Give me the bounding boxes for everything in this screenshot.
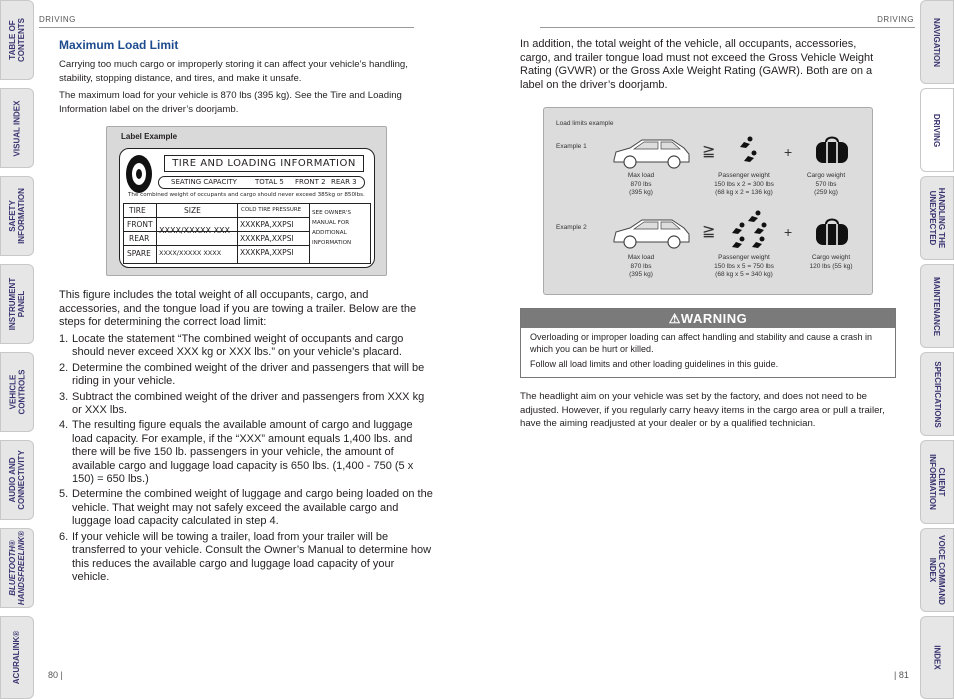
luggage-icon: [815, 218, 849, 246]
tab-client-information[interactable]: CLIENT INFORMATION: [920, 440, 954, 524]
tab-visual-index[interactable]: VISUAL INDEX: [0, 88, 34, 168]
tab-navigation[interactable]: NAVIGATION: [920, 0, 954, 84]
passenger-group-icon: [728, 210, 772, 250]
tab-voice-command-index[interactable]: VOICE COMMAND INDEX: [920, 528, 954, 612]
header-pressure: COLD TIRE PRESSURE: [241, 207, 302, 213]
tab-safety-information[interactable]: SAFETY INFORMATION: [0, 176, 34, 256]
size-spare: XXXX/XXXXX XXXX: [159, 249, 222, 257]
seating-total: TOTAL 5: [255, 178, 284, 186]
tab-index[interactable]: INDEX: [920, 616, 954, 699]
tab-acuralink[interactable]: ACURALINK®: [0, 616, 34, 699]
header-rule-right: [540, 27, 915, 28]
row-front: FRONT: [127, 220, 153, 229]
col-divider-1: [156, 204, 157, 263]
example-1-passenger-weight: Passenger weight 150 lbs x 2 = 300 lbs (68 kg x 2 = 136 kg): [714, 172, 774, 196]
page-number-right: | 81: [894, 670, 909, 680]
list-item: 5. Determine the combined weight of luggage and cargo being loaded on the vehicle. That weight may not safely exceed the available cargo and luggage load capacity calculated in step 4.: [59, 488, 433, 528]
tab-specifications[interactable]: SPECIFICATIONS: [920, 352, 954, 436]
list-item: 1. Locate the statement “The combined weight of occupants and cargo should never exceed XXX kg or XXX lbs.” on your vehicle’s placard.: [59, 333, 404, 359]
tab-bluetooth-handsfreelink[interactable]: BLUETOOTH® HANDSFREELINK®: [0, 528, 34, 608]
seating-row: [158, 176, 365, 189]
tab-table-of-contents[interactable]: TABLE OF CONTENTS: [0, 0, 34, 80]
running-head-left: DRIVING: [39, 15, 76, 24]
placard-title: TIRE AND LOADING INFORMATION: [164, 155, 364, 172]
row-rear: REAR: [129, 234, 150, 243]
label-example-caption: Label Example: [121, 132, 178, 141]
tab-instrument-panel[interactable]: INSTRUMENT PANEL: [0, 264, 34, 344]
combined-weight-statement: The combined weight of occupants and cargo should never exceed 385kg or 850lbs.: [128, 192, 365, 198]
pressure-spare: XXXKPA,XXPSI: [240, 248, 294, 257]
warning-title: WARNING: [680, 311, 748, 326]
plus-symbol-2: +: [784, 224, 793, 240]
car-icon: [610, 216, 692, 252]
seating-capacity-label: SEATING CAPACITY: [171, 178, 237, 186]
list-item: 2. Determine the combined weight of the driver and passengers that will be riding in your vehicle.: [59, 361, 425, 388]
example-2-max-load: Max load 870 lbs (395 kg): [627, 254, 655, 278]
warning-box: [520, 308, 896, 378]
row-divider-3: [124, 245, 309, 246]
list-item: 6. If your vehicle will be towing a trailer, load from your trailer will be transferred to your vehicle. Consult the Owner’s Manual to determine how this reduces the available cargo and luggage load capacity of your vehicle.: [59, 530, 432, 583]
luggage-icon: [815, 136, 849, 164]
warning-text-2: Follow all load limits and other loading guidelines in this guide.: [530, 359, 779, 369]
label-example-figure: [106, 126, 387, 276]
size-main: XXXX/XXXXX XXX: [159, 226, 231, 235]
pressure-front: XXXKPA,XXPSI: [240, 220, 294, 229]
tab-handling-unexpected[interactable]: HANDLING THE UNEXPECTED: [920, 176, 954, 260]
left-page-content: [59, 38, 434, 120]
col-divider-3: [309, 204, 310, 263]
tab-audio-connectivity[interactable]: AUDIO AND CONNECTIVITY: [0, 440, 34, 520]
list-item: 4. The resulting figure equals the available amount of cargo and luggage load capacity. For example, if the “XXX” amount equals 1,400 lbs. and there will be five 150 lb. passengers in your vehicle, the amount of available cargo and luggage load capacity is 650 lbs. (1,400 - 750 (5 x 150) = 650 lbs.): [59, 419, 414, 486]
gvwr-paragraph: In addition, the total weight of the vehicle, all occupants, accessories, cargo, and trailer tongue load must not exceed the Gross Vehicle Weight Rating (GVWR) or the Gross Axle Weight Rating (GAWR). Both are on a label on the driver’s doorjamb.: [520, 38, 874, 91]
passenger-icon: [736, 136, 760, 166]
intro-paragraph: Carrying too much cargo or improperly storing it can affect your vehicle’s handling, stability, stopping distance, and tires, and make it unsafe.: [59, 59, 408, 84]
warning-header: [521, 309, 895, 328]
row-spare: SPARE: [127, 249, 151, 258]
max-load-paragraph: The maximum load for your vehicle is 870 lbs (395 kg). See the Tire and Loading Information label on the driver’s doorjamb.: [59, 90, 402, 115]
col-divider-2: [237, 204, 238, 263]
figure-description: This figure includes the total weight of all occupants, cargo, and accessories, and the tongue load if you are towing a trailer. Below are the steps for determining the correct load limit:: [59, 289, 417, 329]
page-number-left: 80 |: [48, 670, 63, 680]
tab-maintenance[interactable]: MAINTENANCE: [920, 264, 954, 348]
warning-triangle-icon: ⚠: [668, 311, 681, 326]
tire-loading-placard: [119, 148, 375, 268]
seating-front: FRONT 2: [295, 178, 326, 186]
list-item: 3. Subtract the combined weight of the driver and passengers from XXX kg or XXX lbs.: [59, 390, 425, 417]
car-icon: [610, 136, 692, 172]
example-2-label: Example 2: [556, 224, 587, 231]
section-title: Maximum Load Limit: [59, 38, 179, 52]
right-section-tabs: [918, 0, 954, 699]
tire-icon: [124, 153, 154, 195]
left-section-tabs: [0, 0, 36, 699]
example-1-max-load: Max load 870 lbs (395 kg): [627, 172, 655, 196]
running-head-right: DRIVING: [877, 15, 914, 24]
load-limit-steps: [59, 333, 434, 586]
example-1-cargo-weight: Cargo weight 570 lbs (259 kg): [806, 172, 846, 196]
greater-equal-symbol-1: ≧: [702, 143, 716, 160]
headlight-paragraph: The headlight aim on your vehicle was set by the factory, and does not need to be adjusted. However, if you regularly carry heavy items in the cargo area or pull a trailer, have the aiming readjusted at your dealer or by a qualified technician.: [520, 391, 885, 430]
row-divider-1: [124, 217, 309, 218]
example-2-passenger-weight: Passenger weight 150 lbs x 5 = 750 lbs (68 kg x 5 = 340 kg): [714, 254, 774, 278]
header-tire: TIRE: [129, 206, 146, 215]
header-size: SIZE: [184, 206, 201, 215]
plus-symbol-1: +: [784, 144, 793, 160]
pressure-rear: XXXKPA,XXPSI: [240, 234, 294, 243]
tire-table: [123, 203, 371, 264]
load-limits-example-figure: [543, 107, 873, 295]
header-rule-left: [39, 27, 414, 28]
greater-equal-symbol-2: ≧: [702, 223, 716, 240]
seating-rear: REAR 3: [331, 178, 357, 186]
example-1-label: Example 1: [556, 143, 587, 150]
warning-text-1: Overloading or improper loading can affect handling and stability and cause a crash in which you can be hurt or killed.: [530, 332, 873, 354]
tab-driving[interactable]: DRIVING: [920, 88, 954, 172]
tab-vehicle-controls[interactable]: VEHICLE CONTROLS: [0, 352, 34, 432]
see-owners-manual: SEE OWNER'S MANUAL FOR ADDITIONAL INFORMATION: [312, 210, 352, 246]
example-2-cargo-weight: Cargo weight 120 lbs (55 kg): [809, 254, 853, 270]
examples-title: Load limits example: [556, 120, 614, 127]
